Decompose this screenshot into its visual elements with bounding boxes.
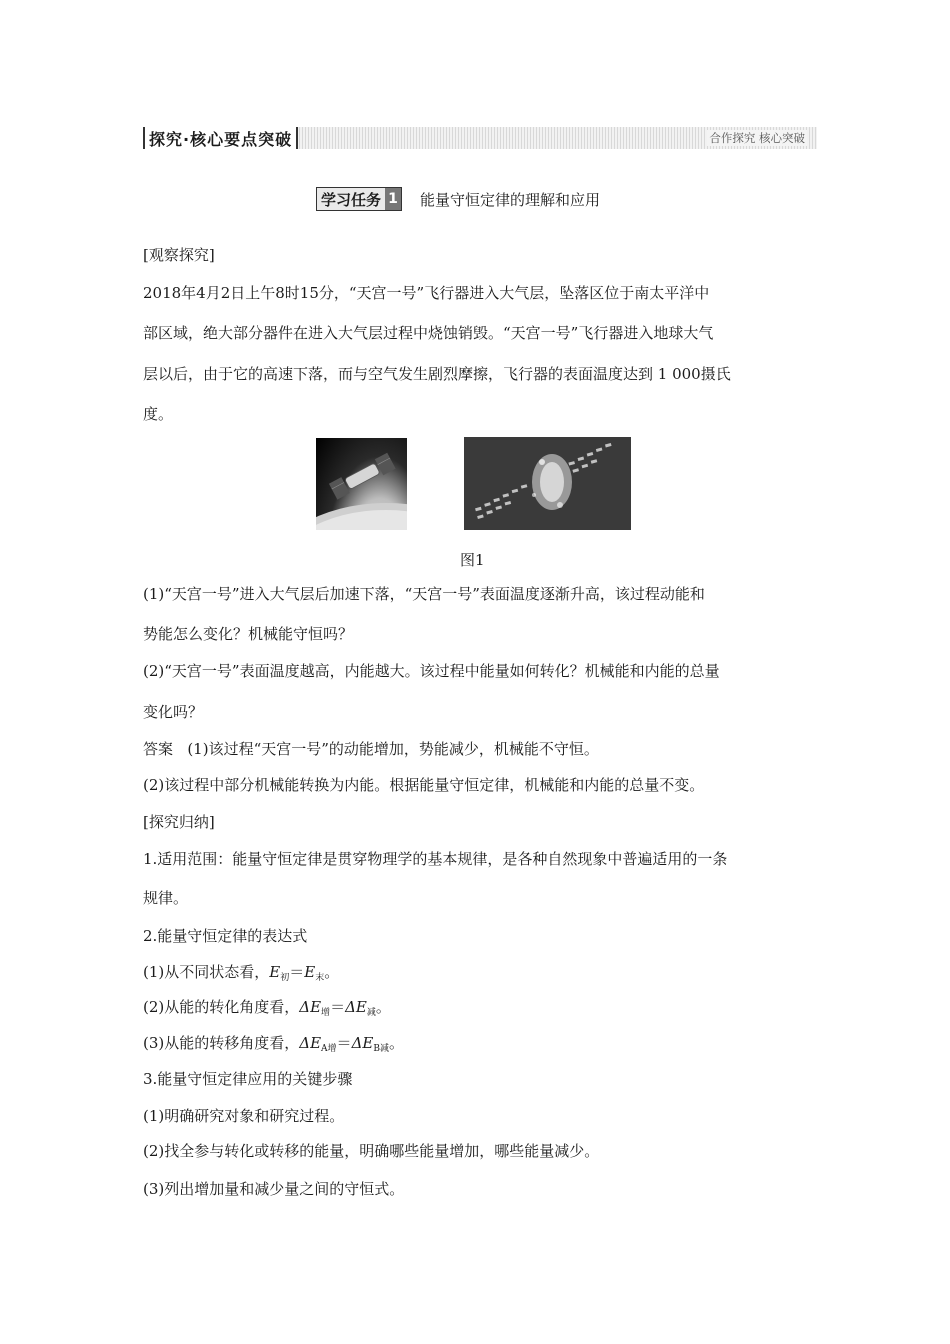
formula-subscript: B减 xyxy=(373,1044,389,1054)
section-header xyxy=(143,127,817,149)
answer-line: (2)该过程中部分机械能转换为内能。根据能量守恒定律，机械能和内能的总量不变。 xyxy=(143,776,705,794)
question-line: 变化吗？ xyxy=(143,703,204,721)
formula-equals: ＝ xyxy=(289,963,305,981)
question-line: (1)“天宫一号”进入大气层后加速下落，“天宫一号”表面温度逐渐升高，该过程动能和 xyxy=(143,585,705,603)
figure-caption: 图1 xyxy=(460,551,485,569)
formula-end: 。 xyxy=(375,998,391,1016)
burning-spacecraft-image xyxy=(464,437,631,530)
formula-term: ΔE xyxy=(345,998,367,1016)
formula-prefix: (1)从不同状态看， xyxy=(143,963,270,981)
formula-prefix: (2)从能的转化角度看， xyxy=(143,998,300,1016)
question-line: 势能怎么变化？机械能守恒吗？ xyxy=(143,625,354,643)
paragraph-line: 部区域，绝大部分器件在进入大气层过程中烧蚀销毁。“天宫一号”飞行器进入地球大气 xyxy=(143,324,714,342)
answer-label: 答案 xyxy=(143,740,174,758)
summary-line: 1.适用范围：能量守恒定律是贯穿物理学的基本规律，是各种自然现象中普遍适用的一条 xyxy=(143,850,728,868)
formula-equals: ＝ xyxy=(336,1034,352,1052)
section-right-label: 合作探究 核心突破 xyxy=(709,131,805,145)
formula-term: ΔE xyxy=(351,1034,374,1052)
formula-equals: ＝ xyxy=(330,998,346,1016)
formula-subscript: 减 xyxy=(366,1008,376,1018)
task-number: 1 xyxy=(385,188,401,210)
formula-subscript: 增 xyxy=(321,1008,331,1018)
task-badge xyxy=(316,187,402,211)
formula-line xyxy=(143,962,813,988)
answer-line xyxy=(143,739,813,759)
formula-term: E xyxy=(304,963,316,981)
formula-prefix: (3)从能的转移角度看， xyxy=(143,1034,300,1052)
formula-subscript: 末 xyxy=(315,973,325,983)
paragraph-line: 层以后，由于它的高速下落，而与空气发生剧烈摩擦，飞行器的表面温度达到 1 000摄氏 xyxy=(143,365,731,383)
paragraph-line: 度。 xyxy=(143,405,174,423)
step-line: (2)找全参与转化或转移的能量，明确哪些能量增加，哪些能量减少。 xyxy=(143,1142,600,1160)
formula-line xyxy=(143,1033,813,1059)
summary-line: 规律。 xyxy=(143,889,189,907)
step-line: (1)明确研究对象和研究过程。 xyxy=(143,1107,345,1125)
step-line: (3)列出增加量和减少量之间的守恒式。 xyxy=(143,1180,405,1198)
summary-3-heading: 3.能量守恒定律应用的关键步骤 xyxy=(143,1070,353,1088)
burning-drawing xyxy=(464,437,631,530)
formula-term: E xyxy=(269,963,281,981)
formula-end: 。 xyxy=(388,1034,404,1052)
summary-heading: [探究归纳] xyxy=(143,813,215,831)
formula-line xyxy=(143,997,813,1023)
spacecraft-drawing xyxy=(316,438,407,530)
formula-subscript: A增 xyxy=(321,1044,337,1054)
section-title: 探究·核心要点突破 xyxy=(143,127,298,149)
task-title: 能量守恒定律的理解和应用 xyxy=(420,190,601,209)
answer-text: (1)该过程“天宫一号”的动能增加，势能减少，机械能不守恒。 xyxy=(187,740,599,758)
spacecraft-image xyxy=(316,438,407,530)
paragraph-line: 2018年4月2日上午8时15分，“天宫一号”飞行器进入大气层，坠落区位于南太平洋中 xyxy=(143,284,710,302)
formula-subscript: 初 xyxy=(280,973,290,983)
formula-term: ΔE xyxy=(299,998,322,1016)
task-label: 学习任务 xyxy=(321,190,382,209)
task-header xyxy=(316,186,600,212)
question-line: (2)“天宫一号”表面温度越高，内能越大。该过程中能量如何转化？机械能和内能的总量 xyxy=(143,662,720,680)
summary-2-heading: 2.能量守恒定律的表达式 xyxy=(143,927,308,945)
formula-term: ΔE xyxy=(299,1034,322,1052)
formula-end: 。 xyxy=(324,963,340,981)
observe-heading: [观察探究] xyxy=(143,246,215,264)
